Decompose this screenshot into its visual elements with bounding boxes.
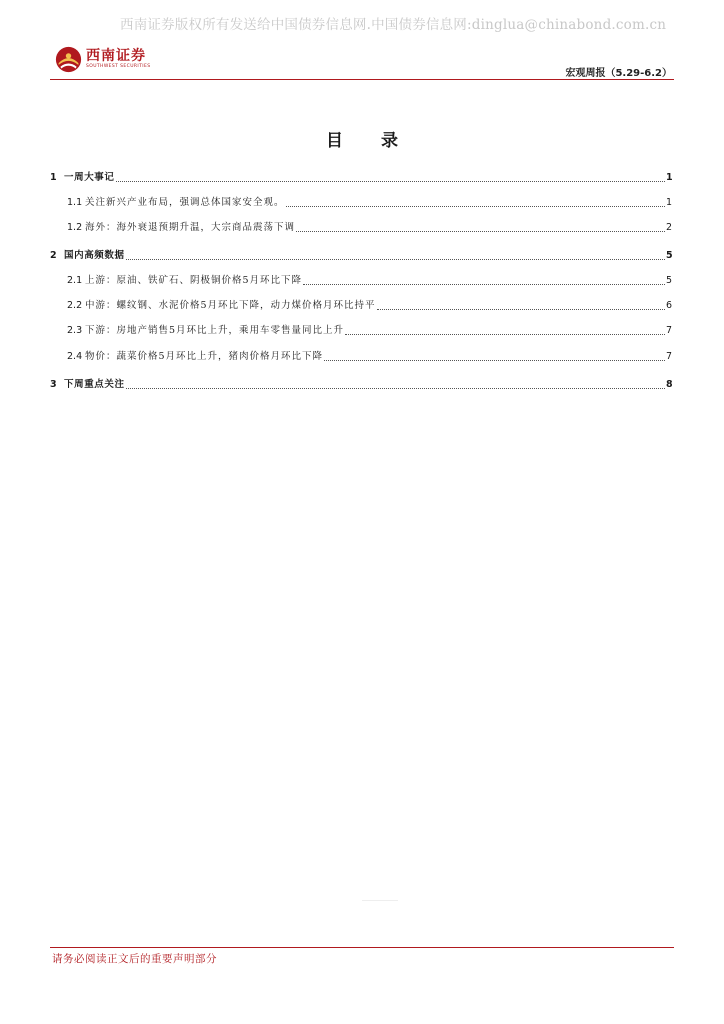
toc-leader-dots xyxy=(126,258,665,260)
toc-entry[interactable] xyxy=(50,274,672,288)
logo-english-name: SOUTHWEST SECURITIES xyxy=(86,64,151,69)
toc-entry-title: 关注新兴产业布局，强调总体国家安全观。 xyxy=(85,197,285,208)
toc-entry[interactable] xyxy=(50,299,672,313)
toc-entry-page: 1 xyxy=(666,172,673,183)
southwest-securities-logo-icon xyxy=(55,46,82,73)
company-logo xyxy=(55,44,151,74)
toc-entry[interactable] xyxy=(50,196,672,210)
toc-leader-dots xyxy=(324,359,665,361)
toc-entry[interactable] xyxy=(50,378,672,392)
toc-leader-dots xyxy=(126,387,665,389)
toc-leader-dots xyxy=(116,180,665,182)
toc-leader-dots xyxy=(345,333,665,335)
toc-entry[interactable] xyxy=(50,324,672,338)
report-type: 宏观周报（5.29-6.2） xyxy=(565,68,672,79)
toc-entry-number: 2.4 xyxy=(67,351,83,362)
toc-entry-title: 国内高频数据 xyxy=(64,250,125,261)
toc-leader-dots xyxy=(377,308,665,310)
toc-leader-dots xyxy=(296,230,665,232)
watermark: 西南证券版权所有发送给中国债券信息网.中国债券信息网:dinglua@chinabond.com.cn xyxy=(120,17,667,33)
toc-entry-page: 2 xyxy=(666,222,673,233)
header-divider xyxy=(50,79,674,80)
toc-entry-number: 1.2 xyxy=(67,222,83,233)
toc-entry-page: 8 xyxy=(666,379,673,390)
toc-entry-number: 2.2 xyxy=(67,300,83,311)
toc-entry-title: 下周重点关注 xyxy=(64,379,125,390)
toc-entry-page: 7 xyxy=(666,325,673,336)
toc-entry-number: 1.1 xyxy=(67,197,83,208)
toc-title: 目 录 xyxy=(326,131,414,151)
toc-entry-number: 3 xyxy=(50,379,57,390)
toc-entry-number: 1 xyxy=(50,172,57,183)
toc-entry-number: 2.1 xyxy=(67,275,83,286)
toc-entry-page: 7 xyxy=(666,351,673,362)
toc-entry-title: 一周大事记 xyxy=(64,172,115,183)
footer-divider xyxy=(50,947,674,948)
toc-entry-title: 海外：海外衰退预期升温，大宗商品震荡下调 xyxy=(85,222,296,233)
toc-entry-page: 6 xyxy=(666,300,673,311)
toc-leader-dots xyxy=(303,283,665,285)
footer-disclaimer: 请务必阅读正文后的重要声明部分 xyxy=(52,953,217,965)
toc-entry[interactable] xyxy=(50,221,672,235)
toc-entry-page: 1 xyxy=(666,197,673,208)
toc-entry[interactable] xyxy=(50,171,672,185)
decorative-mark xyxy=(362,900,398,901)
toc-entry-title: 下游：房地产销售5月环比上升，乘用车零售量同比上升 xyxy=(85,325,345,336)
toc-entry-number: 2.3 xyxy=(67,325,83,336)
toc-entry-number: 2 xyxy=(50,250,57,261)
toc-entry-page: 5 xyxy=(666,275,673,286)
toc-entry-title: 物价：蔬菜价格5月环比上升，猪肉价格月环比下降 xyxy=(85,351,324,362)
toc-entry-title: 中游：螺纹钢、水泥价格5月环比下降，动力煤价格月环比持平 xyxy=(85,300,376,311)
toc-entry-page: 5 xyxy=(666,250,673,261)
toc-entry-title: 上游：原油、铁矿石、阴极铜价格5月环比下降 xyxy=(85,275,303,286)
logo-chinese-name: 西南证券 xyxy=(86,48,146,64)
toc-entry[interactable] xyxy=(50,249,672,263)
toc-entry[interactable] xyxy=(50,350,672,364)
toc-leader-dots xyxy=(286,205,665,207)
